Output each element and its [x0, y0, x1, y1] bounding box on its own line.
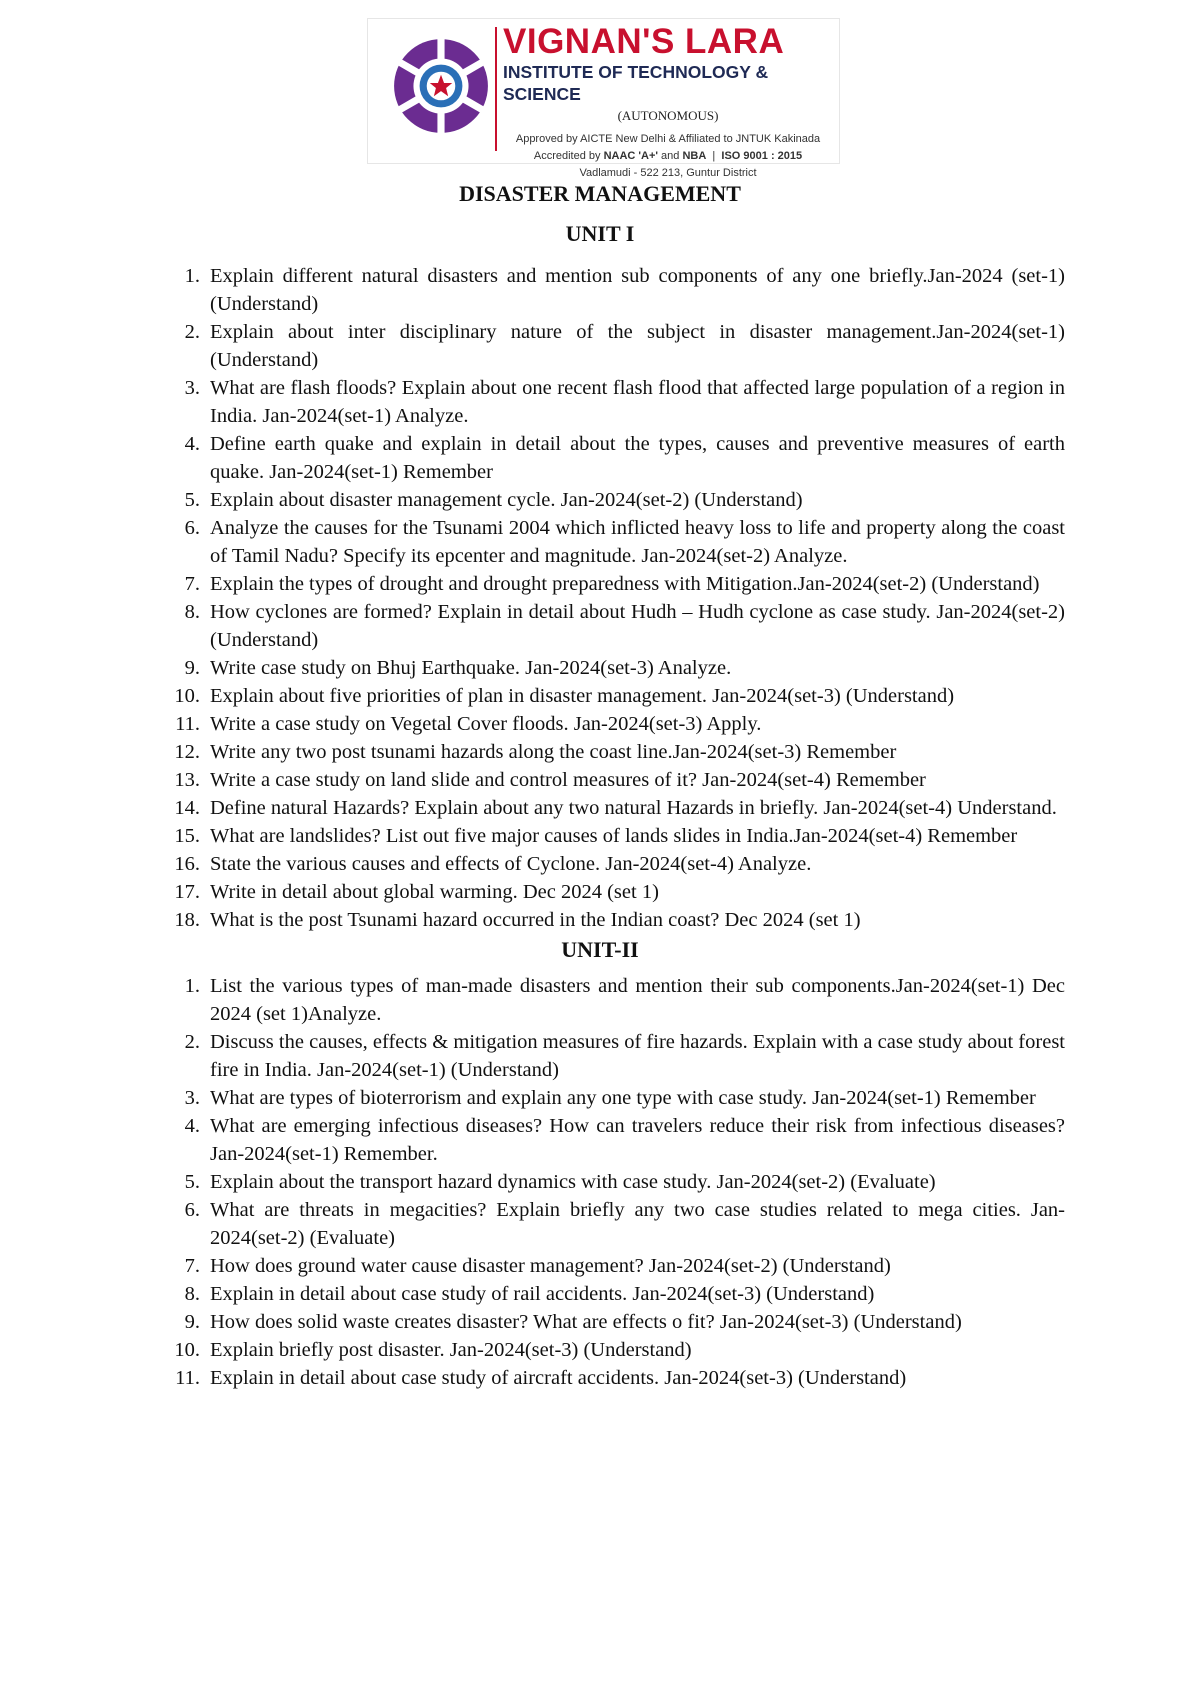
question-number: 9. — [184, 1311, 200, 1333]
institution-accreditation — [503, 148, 833, 165]
accreditation-iso: ISO 9001 : 2015 — [721, 150, 803, 162]
question-text: What is the post Tsunami hazard occurred in the Indian coast? Dec 2024 (set 1) — [210, 909, 861, 931]
question-text: Explain the types of drought and drought preparedness with Mitigation.Jan-2024(set-2) (Understand) — [210, 573, 1040, 595]
question-item — [0, 1196, 1200, 1252]
question-text: Explain different natural disasters and mention sub components of any one briefly.Jan-2024 (set-1) (Understand) — [210, 265, 1065, 315]
question-number: 3. — [184, 377, 200, 399]
question-number: 4. — [184, 1115, 200, 1137]
institution-address: Vadlamudi - 522 213, Guntur District — [579, 167, 757, 179]
letterhead-text — [503, 23, 833, 182]
institution-logo-icon — [390, 35, 492, 137]
question-text: Explain in detail about case study of aircraft accidents. Jan-2024(set-3) (Understand) — [210, 1367, 907, 1389]
question-number: 18. — [174, 909, 200, 931]
question-item — [0, 486, 1200, 514]
question-number: 8. — [184, 1283, 200, 1305]
question-item — [0, 1112, 1200, 1168]
question-item — [0, 710, 1200, 738]
question-text: Write any two post tsunami hazards along the coast line.Jan-2024(set-3) Remember — [210, 741, 897, 763]
institution-letterhead — [367, 18, 840, 179]
question-number: 10. — [174, 685, 200, 707]
question-item — [0, 1028, 1200, 1084]
question-item — [0, 766, 1200, 794]
accreditation-and: and — [658, 150, 683, 162]
unit1-question-list — [0, 262, 1200, 934]
question-number: 2. — [184, 321, 200, 343]
question-item — [0, 430, 1200, 486]
unit2-heading: UNIT-II — [561, 937, 639, 962]
question-text: Define earth quake and explain in detail about the types, causes and preventive measures of earth quake. Jan-2024(set-1) Remember — [210, 433, 1065, 483]
question-item — [0, 514, 1200, 570]
question-number: 3. — [184, 1087, 200, 1109]
question-item — [0, 682, 1200, 710]
question-item — [0, 598, 1200, 654]
question-number: 1. — [184, 265, 200, 287]
accreditation-separator: | — [706, 150, 722, 162]
question-text: Explain in detail about case study of rail accidents. Jan-2024(set-3) (Understand) — [210, 1283, 875, 1305]
question-item — [0, 794, 1200, 822]
institution-subtitle: INSTITUTE OF TECHNOLOGY & SCIENCE — [503, 62, 769, 104]
question-text: State the various causes and effects of Cyclone. Jan-2024(set-4) Analyze. — [210, 853, 812, 875]
question-text: Explain about disaster management cycle. Jan-2024(set-2) (Understand) — [210, 489, 803, 511]
question-text: What are types of bioterrorism and explain any one type with case study. Jan-2024(set-1) Remember — [210, 1087, 1036, 1109]
unit1-heading: UNIT I — [565, 221, 635, 246]
question-text: List the various types of man-made disasters and mention their sub components.Jan-2024(set-1) Dec 2024 (set 1)Analyze. — [210, 975, 1065, 1025]
question-text: Explain about five priorities of plan in disaster management. Jan-2024(set-3) (Understand) — [210, 685, 955, 707]
question-text: How cyclones are formed? Explain in detail about Hudh – Hudh cyclone as case study. Jan-2024(set-2) (Understand) — [210, 601, 1065, 651]
question-text: How does solid waste creates disaster? What are effects o fit? Jan-2024(set-3) (Understand) — [210, 1311, 962, 1333]
question-number: 5. — [184, 1171, 200, 1193]
question-text: How does ground water cause disaster management? Jan-2024(set-2) (Understand) — [210, 1255, 891, 1277]
question-item — [0, 374, 1200, 430]
question-number: 4. — [184, 433, 200, 455]
question-item — [0, 570, 1200, 598]
question-item — [0, 318, 1200, 374]
question-number: 6. — [184, 517, 200, 539]
question-number: 6. — [184, 1199, 200, 1221]
question-number: 9. — [184, 657, 200, 679]
question-item — [0, 822, 1200, 850]
question-number: 11. — [175, 713, 200, 735]
institution-name: VIGNAN'S LARA — [503, 22, 785, 61]
institution-autonomous: (AUTONOMOUS) — [617, 108, 719, 123]
question-number: 17. — [174, 881, 200, 903]
question-text: Write a case study on land slide and control measures of it? Jan-2024(set-4) Remember — [210, 769, 926, 791]
question-item — [0, 738, 1200, 766]
question-text: Analyze the causes for the Tsunami 2004 which inflicted heavy loss to life and property along the coast of Tamil Nadu? Specify its epcenter and magnitude. Jan-2024(set-2) Analyze. — [210, 517, 1065, 567]
question-text: Write in detail about global warming. Dec 2024 (set 1) — [210, 881, 659, 903]
question-number: 8. — [184, 601, 200, 623]
question-item — [0, 972, 1200, 1028]
question-number: 12. — [174, 741, 200, 763]
question-item — [0, 1084, 1200, 1112]
question-text: Define natural Hazards? Explain about any two natural Hazards in briefly. Jan-2024(set-4) Understand. — [210, 797, 1057, 819]
question-text: Explain about inter disciplinary nature of the subject in disaster management.Jan-2024(set-1) (Understand) — [210, 321, 1065, 371]
question-number: 5. — [184, 489, 200, 511]
question-item — [0, 1252, 1200, 1280]
accreditation-naac: NAAC 'A+' — [603, 150, 658, 162]
question-item — [0, 1168, 1200, 1196]
question-text: Write case study on Bhuj Earthquake. Jan-2024(set-3) Analyze. — [210, 657, 732, 679]
question-number: 7. — [184, 573, 200, 595]
question-item — [0, 654, 1200, 682]
question-text: Write a case study on Vegetal Cover floods. Jan-2024(set-3) Apply. — [210, 713, 762, 735]
question-item — [0, 906, 1200, 934]
question-number: 7. — [184, 1255, 200, 1277]
unit2-question-list — [0, 972, 1200, 1392]
question-item — [0, 1308, 1200, 1336]
question-number: 2. — [184, 1031, 200, 1053]
question-item — [0, 1336, 1200, 1364]
letterhead-divider — [495, 27, 497, 151]
question-number: 13. — [174, 769, 200, 791]
question-number: 14. — [174, 797, 200, 819]
question-text: What are landslides? List out five major causes of lands slides in India.Jan-2024(set-4) Remember — [210, 825, 1018, 847]
question-number: 16. — [174, 853, 200, 875]
question-text: Explain briefly post disaster. Jan-2024(set-3) (Understand) — [210, 1339, 692, 1361]
institution-approval: Approved by AICTE New Delhi & Affiliated to JNTUK Kakinada — [515, 133, 821, 145]
question-number: 15. — [174, 825, 200, 847]
question-item — [0, 850, 1200, 878]
accreditation-nba: NBA — [682, 150, 707, 162]
accreditation-prefix: Accredited by — [533, 150, 604, 162]
document-title: DISASTER MANAGEMENT — [459, 181, 741, 206]
question-item — [0, 878, 1200, 906]
question-text: Explain about the transport hazard dynamics with case study. Jan-2024(set-2) (Evaluate) — [210, 1171, 936, 1193]
question-text: Discuss the causes, effects & mitigation measures of fire hazards. Explain with a case study about forest fire in India. Jan-2024(set-1) (Understand) — [210, 1031, 1065, 1081]
question-number: 1. — [184, 975, 200, 997]
question-text: What are emerging infectious diseases? How can travelers reduce their risk from infectious diseases? Jan-2024(set-1) Remember. — [210, 1115, 1065, 1165]
question-text: What are flash floods? Explain about one recent flash flood that affected large population of a region in India. Jan-2024(set-1) Analyze. — [210, 377, 1065, 427]
question-number: 10. — [174, 1339, 200, 1361]
question-item — [0, 1364, 1200, 1392]
question-item — [0, 262, 1200, 318]
question-number: 11. — [175, 1367, 200, 1389]
question-item — [0, 1280, 1200, 1308]
question-text: What are threats in megacities? Explain briefly any two case studies related to mega cities. Jan-2024(set-2) (Evaluate) — [210, 1199, 1065, 1249]
